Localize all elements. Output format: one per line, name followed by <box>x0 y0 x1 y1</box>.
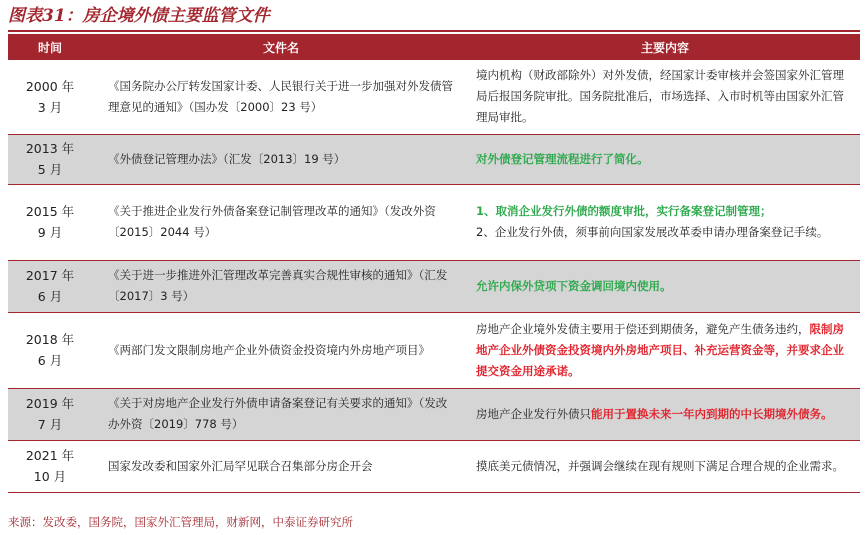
time-month: 9 月 <box>37 225 63 240</box>
table-row <box>8 60 860 134</box>
time-month: 6 月 <box>37 353 63 368</box>
row-doc: 国家发改委和国家外汇局罕见联合召集部分房企开会 <box>92 440 470 492</box>
time-year: 2019 年 <box>25 396 75 411</box>
table-row <box>8 388 860 440</box>
row-content <box>470 388 860 440</box>
time-month: 10 月 <box>33 469 67 484</box>
source-note: 来源：发改委，国务院，国家外汇管理局，财新网，中泰证券研究所 <box>8 515 353 529</box>
time-year: 2021 年 <box>25 448 75 463</box>
row-content <box>470 312 860 388</box>
row-doc: 《外债登记管理办法》（汇发〔2013〕19 号） <box>92 134 470 184</box>
time-month: 6 月 <box>37 289 63 304</box>
table-row <box>8 134 860 184</box>
time-year: 2018 年 <box>25 332 75 347</box>
content-highlight-red: 限制房地产企业外债资金投资境内外房地产项目、补充运营资金等，并要求企业提交资金用途承诺。 <box>476 321 844 378</box>
row-content <box>470 134 860 184</box>
time-year: 2017 年 <box>25 268 75 283</box>
row-time <box>8 440 92 492</box>
content-text: 境内机构（财政部除外）对外发债，经国家计委审核并会签国家外汇管理局后报国务院审批。国务院批准后，市场选择、入市时机等由国家外汇管理局审批。 <box>476 68 844 125</box>
row-content <box>470 60 860 134</box>
time-year: 2000 年 <box>25 78 75 94</box>
row-doc: 《关于对房地产企业发行外债申请备案登记有关要求的通知》（发改办外资〔2019〕778 号） <box>92 388 470 440</box>
row-doc: 《两部门发文限制房地产企业外债资金投资境内外房地产项目》 <box>92 312 470 388</box>
time-year: 2015 年 <box>25 204 75 219</box>
row-content <box>470 260 860 312</box>
figure-title: 图表31：房企境外债主要监管文件 <box>8 6 270 26</box>
title-divider <box>8 30 860 32</box>
table-row <box>8 312 860 388</box>
content-text: 摸底美元债情况，并强调会继续在现有规则下满足合理合规的企业需求。 <box>476 458 844 473</box>
row-time <box>8 260 92 312</box>
content-text: 房地产企业境外发债主要用于偿还到期债务，避免产生债务违约， <box>476 321 810 336</box>
content-text: 2、企业发行外债，须事前向国家发展改革委申请办理备案登记手续。 <box>476 225 829 239</box>
content-text: 房地产企业发行外债只 <box>476 406 591 421</box>
time-month: 5 月 <box>37 162 63 177</box>
row-content <box>470 440 860 492</box>
row-time <box>8 312 92 388</box>
table-row <box>8 260 860 312</box>
content-highlight-green: 允许内保外贷项下资金调回境内使用。 <box>476 278 672 293</box>
row-time <box>8 60 92 134</box>
time-month: 3 月 <box>37 99 63 115</box>
table-header-row <box>8 34 860 60</box>
row-doc: 《关于进一步推进外汇管理改革完善真实合规性审核的通知》（汇发〔2017〕3 号） <box>92 260 470 312</box>
row-time <box>8 184 92 260</box>
header-content: 主要内容 <box>470 34 860 60</box>
row-content <box>470 184 860 260</box>
content-highlight-green: 对外债登记管理流程进行了简化。 <box>476 151 649 166</box>
time-month: 7 月 <box>37 417 63 432</box>
content-highlight-red: 能用于置换未来一年内到期的中长期境外债务。 <box>591 406 833 421</box>
content-highlight-green: 1、取消企业发行外债的额度审批，实行备案登记制管理； <box>476 204 772 218</box>
table-row <box>8 184 860 260</box>
row-doc: 《关于推进企业发行外债备案登记制管理改革的通知》（发改外资〔2015〕2044 号） <box>92 184 470 260</box>
header-time: 时间 <box>8 34 92 60</box>
table-row <box>8 440 860 492</box>
header-doc: 文件名 <box>92 34 470 60</box>
row-time <box>8 388 92 440</box>
row-time <box>8 134 92 184</box>
row-doc: 《国务院办公厅转发国家计委、人民银行关于进一步加强对外发债管理意见的通知》（国办发〔2000〕23 号） <box>92 60 470 134</box>
regulation-table <box>8 34 860 493</box>
time-year: 2013 年 <box>25 141 75 156</box>
